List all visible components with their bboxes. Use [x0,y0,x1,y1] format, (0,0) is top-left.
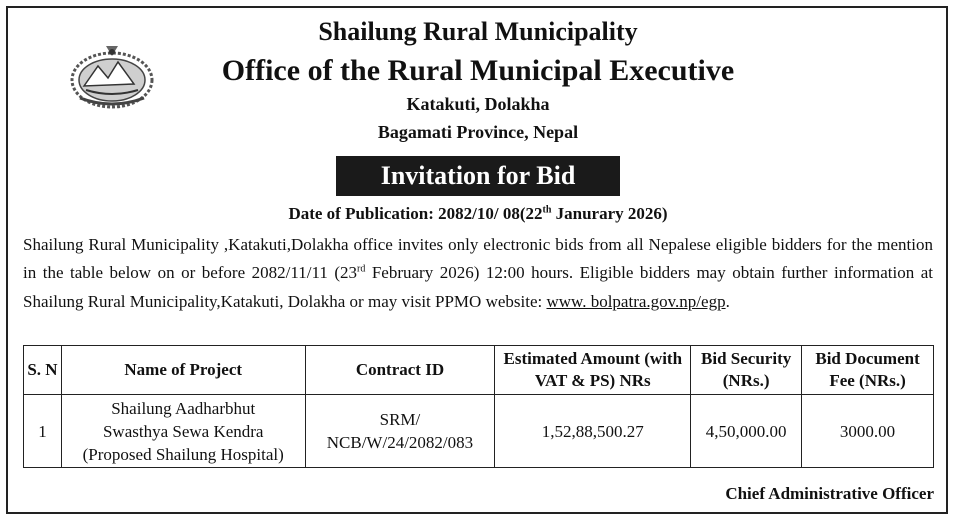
invitation-body: Shailung Rural Municipality ,Katakuti,Dolakha office invites only electronic bids from all Nepalese eligible bidders for the mention in the table below on or before 2082/11/11 (23rd February 2026) 12:00 hours. Eligible bidders may obtain further information at Shailung Rural Municipality,Katakuti, Dolakha or may visit PPMO website: www. bolpatra.gov.np/egp. [23,235,933,311]
header-project: Name of Project [61,346,305,395]
table-header-row [24,346,934,395]
office-province: Bagamati Province, Nepal [377,122,579,142]
cell-contract-id: SRM/ NCB/W/24/2082/083 [305,395,495,468]
cell-sn: 1 [24,395,62,468]
bid-table [23,345,934,468]
municipality-name: Shailung Rural Municipality [318,17,638,46]
ppmo-website-link[interactable]: www. bolpatra.gov.np/egp [546,291,726,311]
signatory: Chief Administrative Officer [725,484,934,503]
office-name: Office of the Rural Municipal Executive [221,54,735,87]
cell-project: Shailung Aadharbhut Swasthya Sewa Kendra (Proposed Shailung Hospital) [61,395,305,468]
cell-estimated-amount: 1,52,88,500.27 [495,395,691,468]
header-bid-security: Bid Security (NRs.) [691,346,802,395]
cell-document-fee: 3000.00 [802,395,934,468]
publication-date: Date of Publication: 2082/10/ 08(22th Janurary 2026) [288,204,668,223]
table-row [24,395,934,468]
notice-title: Invitation for Bid [380,161,576,190]
cell-bid-security: 4,50,000.00 [691,395,802,468]
header-contract-id: Contract ID [305,346,495,395]
header-document-fee: Bid Document Fee (NRs.) [802,346,934,395]
office-location: Katakuti, Dolakha [406,94,550,114]
header-estimated-amount: Estimated Amount (with VAT & PS) NRs [495,346,691,395]
header-sn: S. N [24,346,62,395]
notice-title-banner [336,156,620,196]
